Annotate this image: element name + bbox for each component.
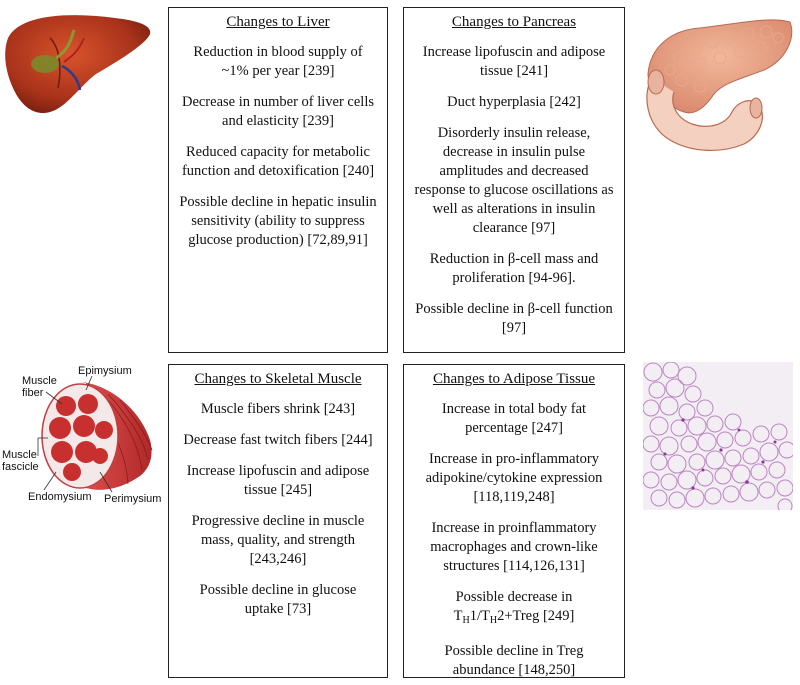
- perimysium-label: Perimysium: [104, 493, 162, 505]
- pancreas-item: Possible decline in β-cell function [97]: [415, 301, 613, 336]
- adipose-item: Possible decline in Treg abundance [148,250]: [444, 643, 584, 678]
- muscle-item: Muscle fibers shrink [243]: [200, 401, 356, 417]
- adipose-box-title: Changes to Adipose Tissue: [432, 371, 596, 387]
- muscle-fascicle-label: Muscle fascicle: [2, 449, 39, 473]
- muscle-item: Increase lipofuscin and adipose tissue [245]: [186, 463, 370, 498]
- liver-illustration: [0, 8, 155, 118]
- liver-item: Reduced capacity for metabolic function and detoxification [240]: [181, 144, 375, 179]
- liver-changes-box: [168, 7, 388, 353]
- pancreas-item: Disorderly insulin release, decrease in insulin pulse amplitudes and decreased response to glucose oscillations as well as alterations in insulin clearance [97]: [414, 125, 614, 236]
- muscle-box-title: Changes to Skeletal Muscle: [194, 371, 362, 387]
- epimysium-label: Epimysium: [78, 365, 132, 377]
- th-t1: T: [453, 608, 463, 624]
- pancreas-changes-box: [403, 7, 625, 353]
- th-line1: Possible decrease in: [455, 589, 573, 605]
- adipose-tissue-changes-box: [403, 364, 625, 678]
- adipose-item: Increase in pro-inflammatory adipokine/cytokine expression [118,119,248]: [425, 451, 603, 505]
- th-h1: H: [462, 615, 470, 626]
- adipose-item-th-ratio: [414, 588, 614, 630]
- endomysium-label: Endomysium: [28, 491, 92, 503]
- muscle-item: Decrease fast twitch fibers [244]: [183, 432, 373, 448]
- pancreas-box-title: Changes to Pancreas: [451, 14, 577, 30]
- liver-box-title: Changes to Liver: [226, 14, 330, 30]
- pancreas-item: Reduction in β-cell mass and proliferation [94-96].: [429, 251, 599, 286]
- liver-item: Possible decline in hepatic insulin sensitivity (ability to suppress glucose production) [72,89,91]: [179, 194, 377, 248]
- pancreas-item: Duct hyperplasia [242]: [447, 94, 581, 110]
- muscle-item: Progressive decline in muscle mass, quality, and strength [243,246]: [191, 513, 365, 567]
- th-end: 2+Treg [249]: [497, 608, 575, 624]
- pancreas-illustration: [640, 8, 795, 158]
- muscle-fiber-label: Muscle fiber: [22, 375, 57, 399]
- skeletal-muscle-changes-box: [168, 364, 388, 678]
- adipose-item: Increase in proinflammatory macrophages and crown-like structures [114,126,131]: [430, 520, 598, 574]
- th-mid: 1/T: [469, 608, 490, 624]
- pancreas-item: Increase lipofuscin and adipose tissue [241]: [422, 44, 606, 79]
- muscle-item: Possible decline in glucose uptake [73]: [199, 582, 357, 617]
- liver-item: Decrease in number of liver cells and elasticity [239]: [181, 94, 375, 129]
- th-h2: H: [489, 615, 498, 626]
- adipose-item: Increase in total body fat percentage [247]: [441, 401, 587, 436]
- adipose-tissue-histology: [643, 362, 793, 510]
- liver-item: Reduction in blood supply of ~1% per year [239]: [193, 44, 363, 79]
